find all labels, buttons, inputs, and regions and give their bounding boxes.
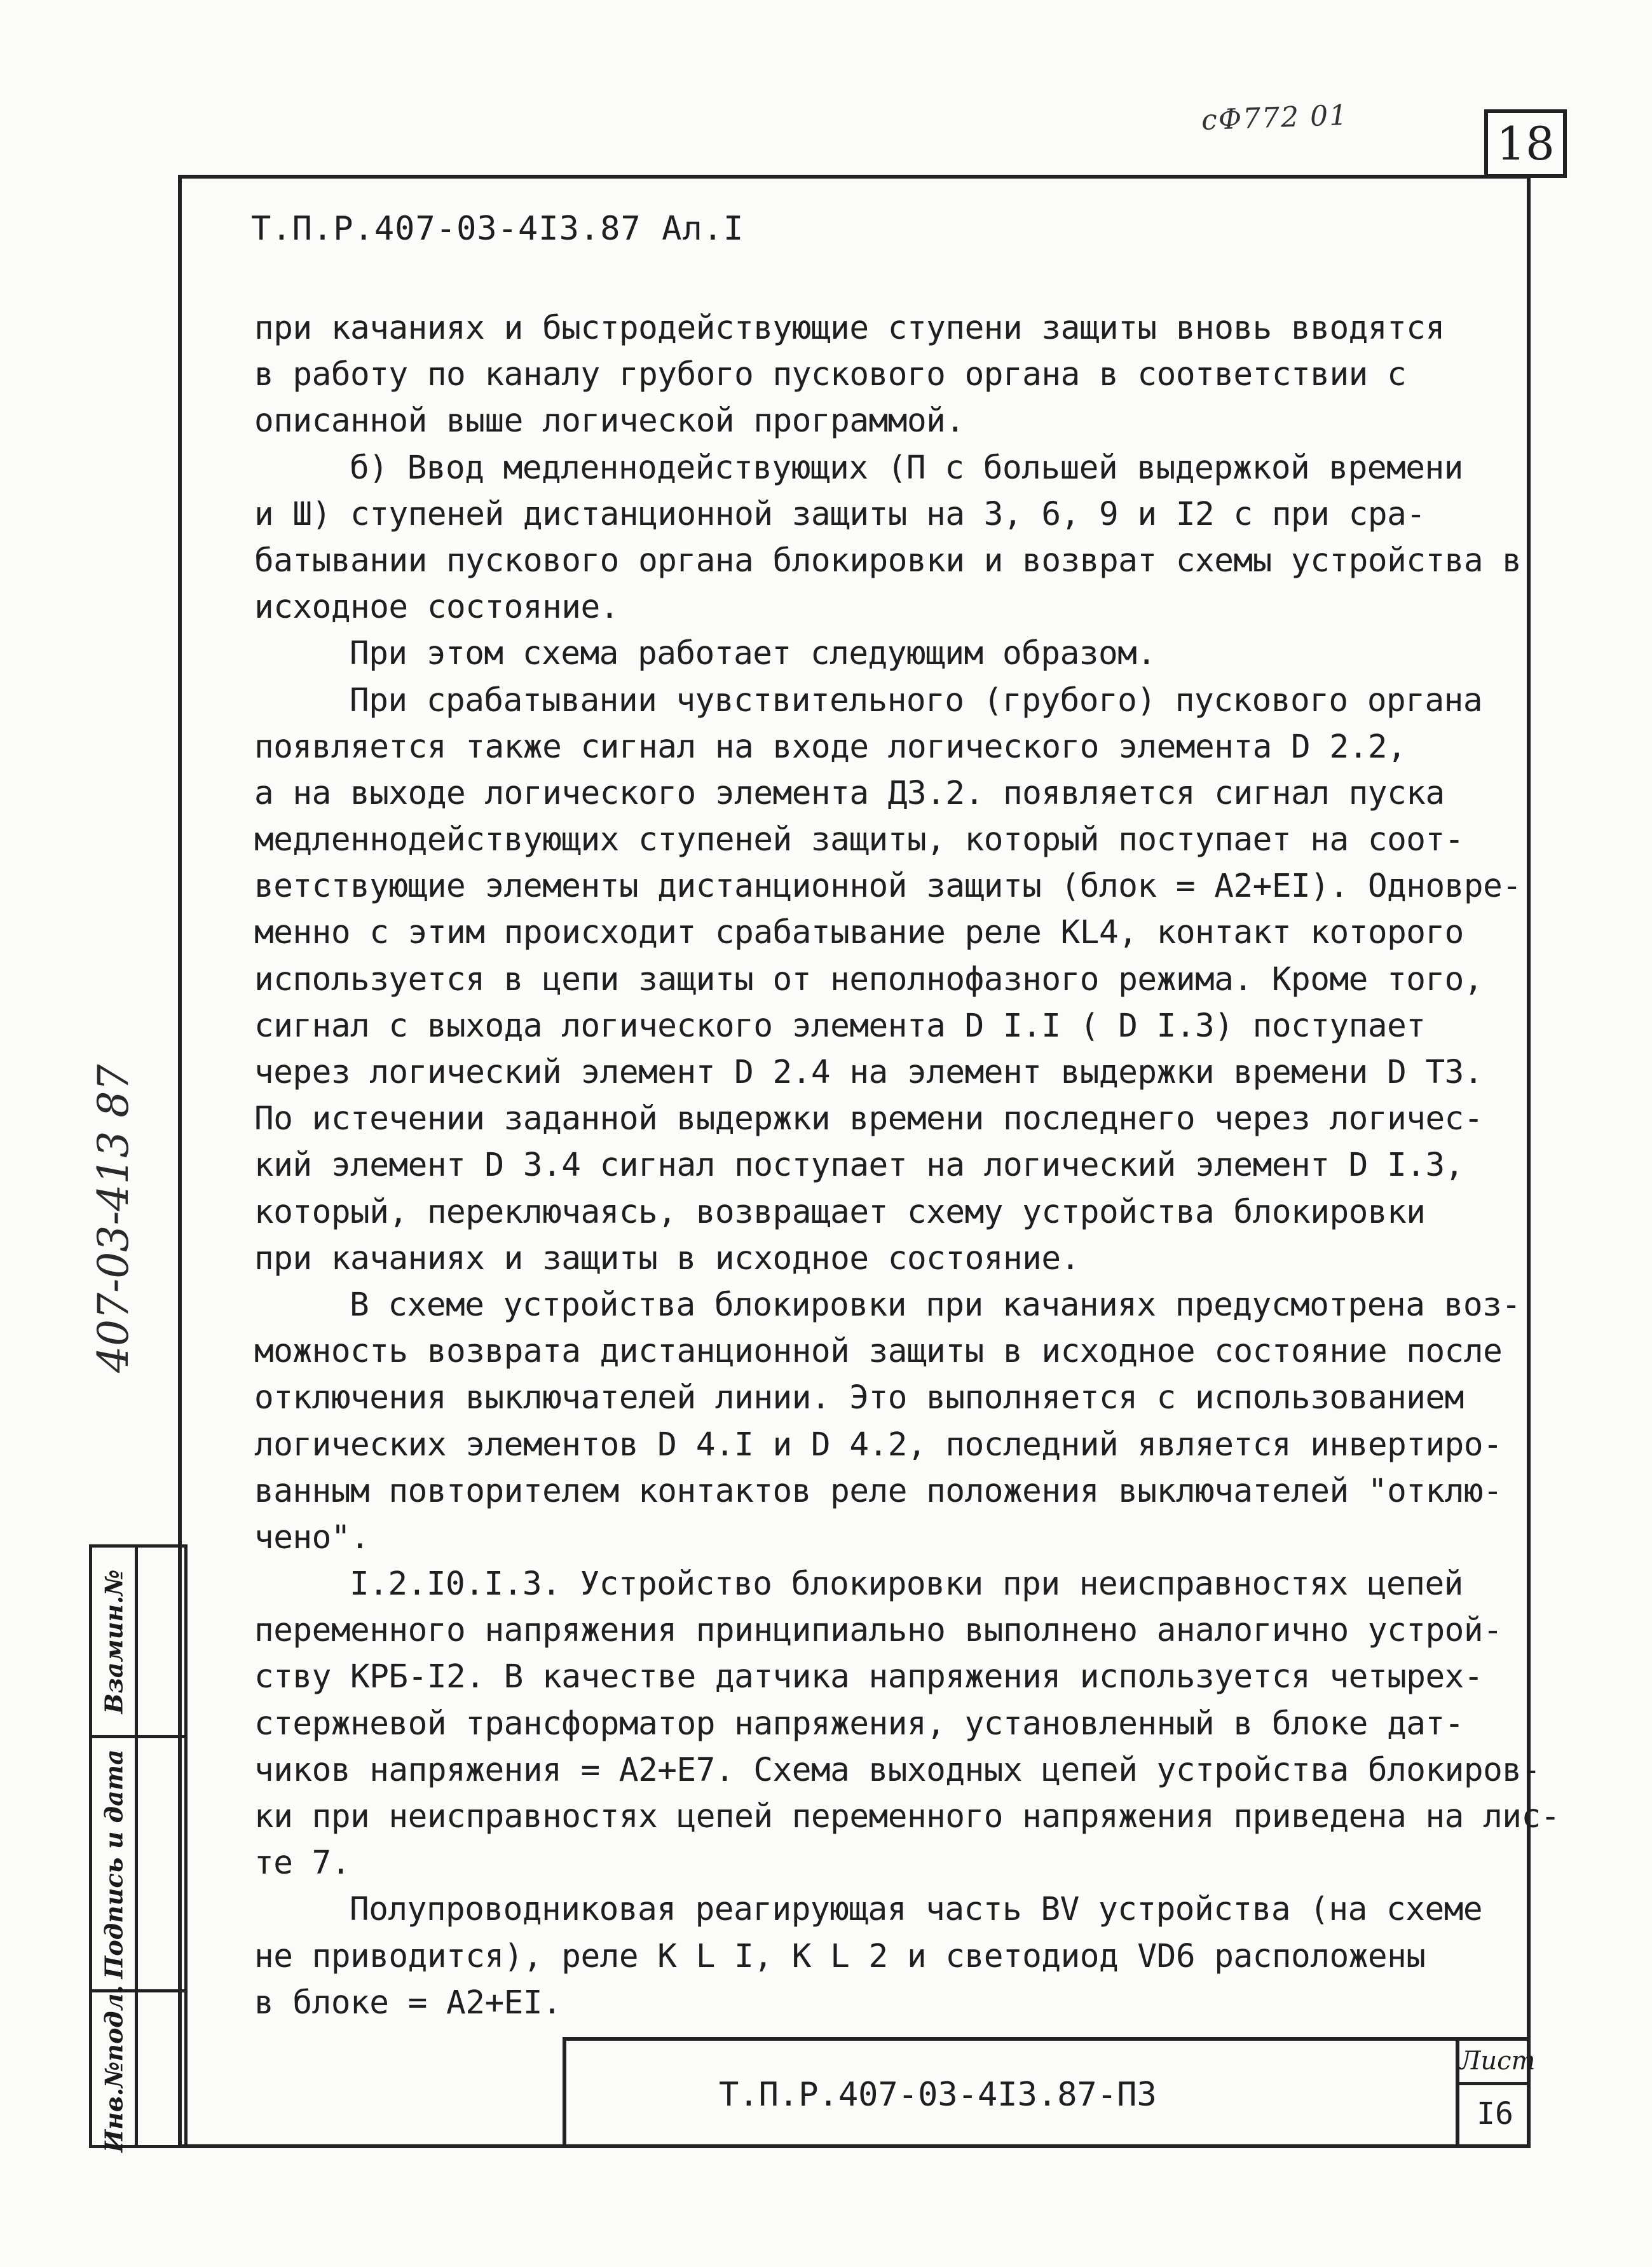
stamp-cell-inv-podl <box>92 1985 135 2153</box>
stamp-entry-column <box>138 1548 184 2145</box>
text-line: б) Ввод медленнодействующих (П с большей выдержкой времени <box>350 449 1463 487</box>
text-line: который, переключаясь, возвращает схему устройства блокировки <box>254 1193 1426 1231</box>
text-line: отключения выключателей линии. Это выполняется с использованием <box>254 1379 1464 1417</box>
stamp-label-inv-podl: Инв.№подл. <box>99 1985 128 2153</box>
text-line: ванным повторителем контактов реле положения выключателей "отклю- <box>254 1472 1503 1510</box>
stamp-cell-podpis-data <box>92 1738 135 1992</box>
text-line: через логический элемент D 2.4 на элемент выдержки времени D Т3. <box>254 1054 1484 1091</box>
text-line: логических элементов D 4.I и D 4.2, последний является инвертиро- <box>254 1426 1503 1464</box>
stamp-entry-vzam-inv <box>138 1548 184 1738</box>
text-line: сигнал с выхода логического элемента D I.I ( D I.3) поступает <box>254 1007 1426 1045</box>
text-line: чено". <box>254 1518 370 1556</box>
text-line: и Ш) ступеней дистанционной защиты на 3, 6, 9 и I2 с при сра- <box>254 495 1426 533</box>
text-line: ству КРБ-I2. В качестве датчика напряжения используется четырех- <box>254 1658 1484 1696</box>
text-line: используется в цепи защиты от неполнофазного режима. Кроме того, <box>254 960 1484 998</box>
handwritten-archive-code: сФ772 01 <box>1201 99 1349 137</box>
text-line: в блоке = А2+ЕI. <box>254 1984 562 2022</box>
text-line: в работу по каналу грубого пускового органа в соответствии с <box>254 356 1407 394</box>
sheet-cell <box>1456 2041 1536 2148</box>
side-handwritten-note: 407-03-413 87 <box>89 1064 138 1373</box>
text-line: при качаниях и быстродействующие ступени защиты вновь вводятся <box>254 310 1445 347</box>
text-line: те 7. <box>254 1844 351 1882</box>
text-line: По истечении заданной выдержки времени последнего через логичес- <box>254 1100 1484 1138</box>
text-line: а на выходе логического элемента Д3.2. появляется сигнал пуска <box>254 774 1445 812</box>
text-line: ветствующие элементы дистанционной защиты (блок = А2+ЕI). Одновре- <box>254 868 1522 906</box>
text-line: переменного напряжения принципиально выполнено аналогично устрой- <box>254 1612 1503 1650</box>
text-line: I.2.I0.I.3. Устройство блокировки при неисправностях цепей <box>350 1565 1463 1603</box>
sheet-label: Лист <box>1459 2041 1531 2085</box>
text-line: не приводится), реле K L I, K L 2 и светодиод VD6 расположены <box>254 1937 1426 1975</box>
text-line: при качаниях и защиты в исходное состояние. <box>254 1239 1080 1277</box>
text-line: В схеме устройства блокировки при качаниях предусмотрена воз- <box>350 1286 1521 1324</box>
text-line: кий элемент D 3.4 сигнал поступает на логический элемент D I.3, <box>254 1147 1464 1185</box>
text-line: чиков напряжения = А2+Е7. Схема выходных цепей устройства блокиров- <box>254 1751 1541 1789</box>
stamp-label-column <box>92 1548 138 2153</box>
stamp-entry-podpis-data <box>138 1738 184 1992</box>
text-line: появляется также сигнал на входе логического элемента D 2.2, <box>254 728 1407 766</box>
text-line: описанной выше логической программой. <box>254 402 965 440</box>
text-line: медленнодействующих ступеней защиты, который поступает на соот- <box>254 821 1464 859</box>
text-line: исходное состояние. <box>254 589 619 627</box>
text-line: можность возврата дистанционной защиты в исходное состояние после <box>254 1333 1503 1371</box>
text-line: При срабатывании чувствительного (грубого) пускового органа <box>350 681 1483 719</box>
text-line: ки при неисправностях цепей переменного напряжения приведена на лис- <box>254 1798 1560 1835</box>
approval-stamp-table <box>89 1544 188 2153</box>
page-number-box: 18 <box>1484 109 1567 178</box>
title-block-code: Т.П.Р.407-03-4I3.87-П3 <box>719 2076 1157 2114</box>
stamp-label-podpis-data: Подпись и дата <box>99 1748 128 1979</box>
text-line: При этом схема работает следующим образом. <box>350 635 1156 673</box>
text-line: Полупроводниковая реагирующая часть BV устройства (на схеме <box>350 1891 1483 1929</box>
title-block <box>563 2037 1536 2148</box>
text-line: батывании пускового органа блокировки и возврат схемы устройства в <box>254 541 1522 580</box>
stamp-label-vzam-inv: Взамин.№ <box>99 1569 128 1713</box>
text-line: стержневой трансформатор напряжения, установленный в блоке дат- <box>254 1705 1464 1743</box>
sheet-number: I6 <box>1477 2096 1513 2132</box>
stamp-entry-inv-podl <box>138 1992 184 2145</box>
body-text <box>254 305 1560 2026</box>
document-header: Т.П.Р.407-03-4I3.87 Ал.I <box>251 210 744 248</box>
text-line: менно с этим происходит срабатывание реле KL4, контакт которого <box>254 914 1464 952</box>
stamp-cell-vzam-inv <box>92 1548 135 1738</box>
